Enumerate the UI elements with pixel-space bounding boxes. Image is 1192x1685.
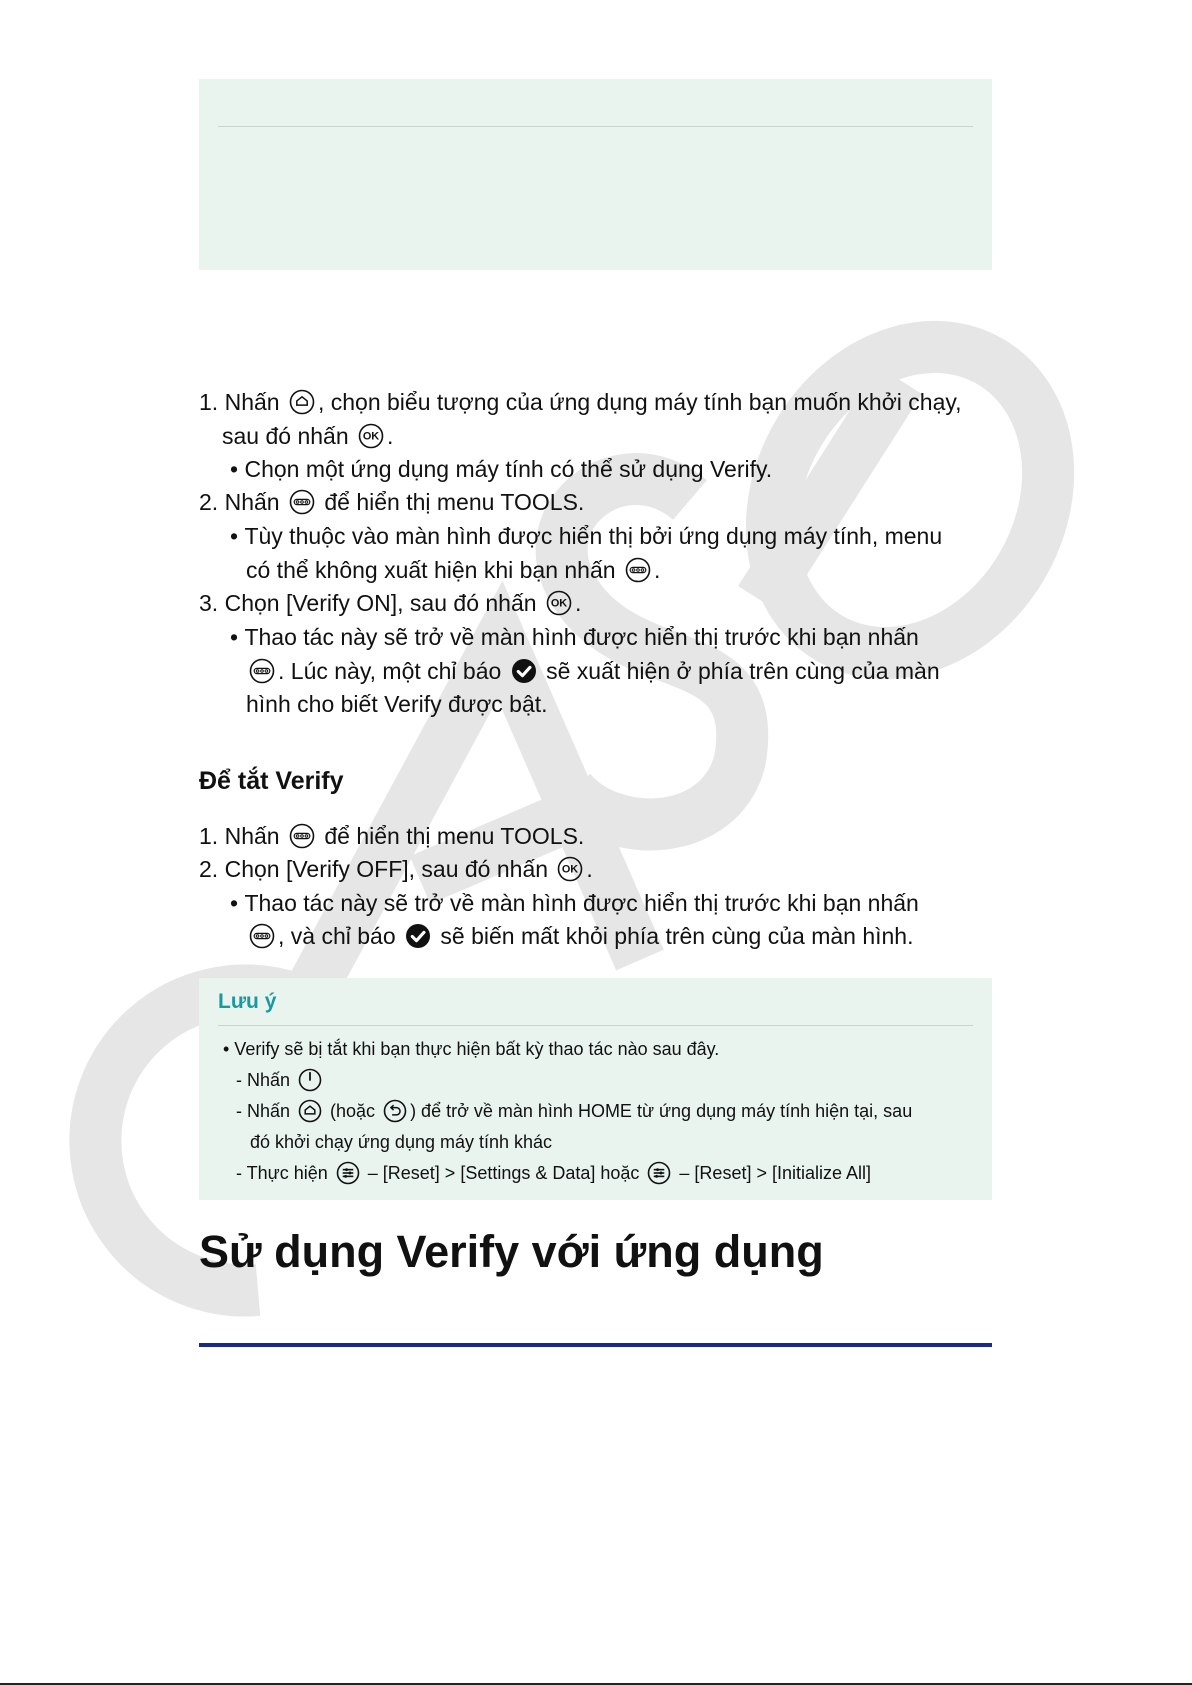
text-run: sẽ biến mất khỏi phía trên cùng của màn hình. bbox=[434, 923, 914, 949]
note-line bbox=[250, 1128, 552, 1156]
ok-key-icon bbox=[557, 856, 583, 882]
bullet: • bbox=[230, 624, 245, 650]
text-run: Nhấn bbox=[224, 823, 286, 849]
menu-key-icon bbox=[647, 1161, 671, 1185]
svg-text:OK: OK bbox=[550, 597, 568, 610]
bullet: • bbox=[230, 523, 245, 549]
note-divider bbox=[218, 126, 973, 127]
text-run: ) để trở về màn hình HOME từ ứng dụng máy tính hiện tại, sau bbox=[410, 1101, 913, 1121]
text-run: (hoặc bbox=[325, 1101, 381, 1121]
text-run: – [Reset] > [Initialize All] bbox=[674, 1163, 872, 1183]
step-number: 2. bbox=[199, 856, 225, 882]
instruction-line bbox=[199, 386, 962, 418]
text-run: , và chỉ báo bbox=[278, 923, 403, 949]
section-heading: Sử dụng Verify với ứng dụng bbox=[199, 1226, 824, 1277]
instruction-line bbox=[199, 587, 581, 619]
menu-key-icon bbox=[336, 1161, 360, 1185]
text-run: - Nhấn bbox=[236, 1070, 296, 1090]
text-run: . bbox=[653, 557, 661, 583]
text-run: có thể không xuất hiện khi bạn nhấn bbox=[246, 557, 622, 583]
text-run: đó khởi chạy ứng dụng máy tính khác bbox=[250, 1132, 553, 1152]
note-line bbox=[236, 1097, 912, 1125]
instruction-line bbox=[230, 621, 919, 653]
text-run: sẽ xuất hiện ở phía trên cùng của màn bbox=[539, 658, 940, 684]
instruction-line bbox=[246, 688, 548, 720]
note-line bbox=[236, 1066, 325, 1094]
text-run: . Lúc này, một chỉ báo bbox=[278, 658, 508, 684]
instruction-line bbox=[246, 655, 940, 687]
step-number: 2. bbox=[199, 489, 225, 515]
instruction-line bbox=[222, 420, 393, 452]
text-run: • Verify sẽ bị tắt khi bạn thực hiện bất kỳ thao tác nào sau đây. bbox=[223, 1039, 720, 1059]
text-run: Chọn một ứng dụng máy tính có thể sử dụng Verify. bbox=[244, 456, 773, 482]
text-run: – [Reset] > [Settings & Data] hoặc bbox=[362, 1163, 645, 1183]
tools-key-icon bbox=[249, 658, 275, 684]
text-run: , chọn biểu tượng của ứng dụng máy tính bạn muốn khởi chạy, bbox=[317, 389, 962, 415]
subheading-turn-off-verify: Để tắt Verify bbox=[199, 767, 344, 795]
note-line bbox=[236, 1159, 871, 1187]
text-run: - Thực hiện bbox=[236, 1163, 333, 1183]
note-title: Lưu ý bbox=[218, 990, 277, 1013]
home-key-icon bbox=[298, 1099, 322, 1123]
verify-check-icon bbox=[405, 923, 431, 949]
svg-text:OK: OK bbox=[562, 863, 579, 876]
text-run: để hiển thị menu TOOLS. bbox=[317, 823, 585, 849]
instruction-line bbox=[246, 554, 660, 586]
tools-key-icon bbox=[625, 557, 651, 583]
tools-key-icon bbox=[289, 489, 315, 515]
tools-key-icon bbox=[249, 923, 275, 949]
step-number: 1. bbox=[199, 389, 225, 415]
step-number: 1. bbox=[199, 823, 225, 849]
text-run: Tùy thuộc vào màn hình được hiển thị bởi ứng dụng máy tính, menu bbox=[244, 523, 943, 549]
bullet: • bbox=[230, 456, 245, 482]
text-run: Nhấn bbox=[224, 489, 286, 515]
ok-key-icon bbox=[546, 590, 572, 616]
tools-key-icon bbox=[289, 823, 315, 849]
text-run: Chọn [Verify OFF], sau đó nhấn bbox=[224, 856, 555, 882]
instruction-line bbox=[230, 520, 942, 552]
top-note-box bbox=[199, 79, 992, 270]
text-run: Chọn [Verify ON], sau đó nhấn bbox=[224, 590, 543, 616]
instruction-line bbox=[199, 486, 584, 518]
instruction-line bbox=[199, 820, 584, 852]
instruction-line bbox=[199, 853, 593, 885]
text-run: . bbox=[586, 856, 593, 882]
text-run: Thao tác này sẽ trở về màn hình được hiển thị trước khi bạn nhấn bbox=[244, 624, 919, 650]
text-run: hình cho biết Verify được bật. bbox=[246, 691, 548, 717]
home-key-icon bbox=[289, 389, 315, 415]
text-run: để hiển thị menu TOOLS. bbox=[317, 489, 585, 515]
power-key-icon bbox=[298, 1068, 322, 1092]
text-run: . bbox=[574, 590, 582, 616]
heading-underline bbox=[199, 1343, 992, 1347]
text-run: - Nhấn bbox=[236, 1101, 296, 1121]
instruction-line bbox=[230, 887, 919, 919]
text-run: Nhấn bbox=[224, 389, 286, 415]
text-run: . bbox=[387, 423, 394, 449]
note-box bbox=[199, 978, 992, 1200]
text-run: Thao tác này sẽ trở về màn hình được hiển thị trước khi bạn nhấn bbox=[244, 890, 919, 916]
instruction-line bbox=[230, 453, 772, 485]
note-divider bbox=[218, 1025, 973, 1026]
ok-key-icon bbox=[358, 423, 384, 449]
svg-text:OK: OK bbox=[362, 430, 380, 443]
bullet: • bbox=[230, 890, 245, 916]
text-run: sau đó nhấn bbox=[222, 423, 356, 449]
step-number: 3. bbox=[199, 590, 225, 616]
note-line bbox=[223, 1035, 719, 1063]
back-key-icon bbox=[383, 1099, 407, 1123]
verify-check-icon bbox=[511, 658, 537, 684]
instruction-line bbox=[246, 920, 914, 952]
